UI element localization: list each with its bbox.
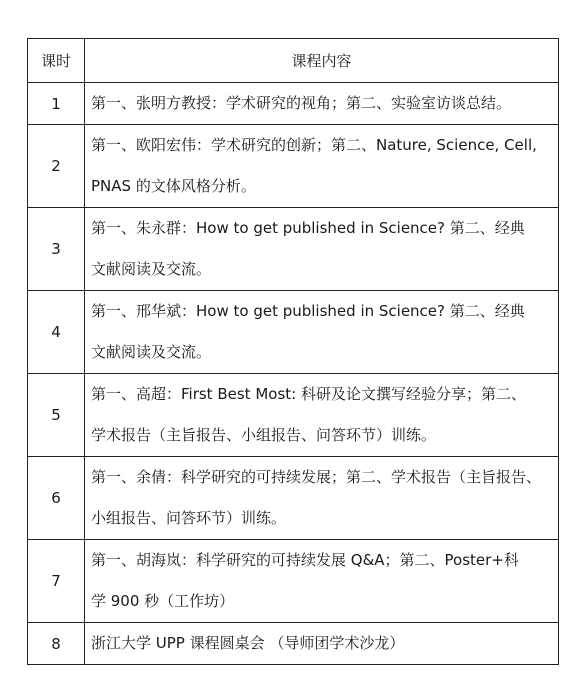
header-course-content: 课程内容	[85, 39, 559, 83]
content-line: 学术报告（主旨报告、小组报告、问答环节）训练。	[91, 426, 437, 444]
content-line: 第一、朱永群：How to get published in Science? 第二、经典	[91, 219, 525, 237]
lesson-number: 2	[28, 125, 85, 208]
content-line: 浙江大学 UPP 课程圆桌会 （导师团学术沙龙）	[91, 634, 405, 652]
lesson-content	[85, 374, 559, 457]
content-line: PNAS 的文体风格分析。	[91, 177, 256, 195]
table-row	[28, 291, 559, 374]
lesson-number: 6	[28, 457, 85, 540]
lesson-number: 3	[28, 208, 85, 291]
header-lesson-number: 课时	[28, 39, 85, 83]
content-line: 第一、欧阳宏伟：学术研究的创新；第二、Nature, Science, Cell,	[91, 136, 537, 154]
course-schedule-table	[27, 38, 559, 665]
table-row	[28, 623, 559, 665]
content-line: 第一、张明方教授：学术研究的视角；第二、实验室访谈总结。	[91, 94, 512, 112]
lesson-content	[85, 291, 559, 374]
lesson-number: 4	[28, 291, 85, 374]
lesson-number: 8	[28, 623, 85, 665]
content-line: 文献阅读及交流。	[91, 343, 212, 361]
table-row	[28, 208, 559, 291]
content-line: 第一、高超：First Best Most: 科研及论文撰写经验分享；第二、	[91, 385, 526, 403]
content-line: 第一、胡海岚：科学研究的可持续发展 Q&A；第二、Poster+科	[91, 551, 519, 569]
table-row	[28, 125, 559, 208]
table-row	[28, 457, 559, 540]
table-row	[28, 540, 559, 623]
lesson-content	[85, 623, 559, 665]
lesson-number: 5	[28, 374, 85, 457]
lesson-content	[85, 125, 559, 208]
content-line: 第一、邢华斌：How to get published in Science? 第二、经典	[91, 302, 525, 320]
lesson-content	[85, 540, 559, 623]
lesson-number: 7	[28, 540, 85, 623]
table-row	[28, 83, 559, 125]
content-line: 文献阅读及交流。	[91, 260, 212, 278]
lesson-content	[85, 83, 559, 125]
lesson-content	[85, 457, 559, 540]
table-row	[28, 374, 559, 457]
content-line: 学 900 秒（工作坊）	[91, 592, 235, 610]
table-header-row	[28, 39, 559, 83]
lesson-number: 1	[28, 83, 85, 125]
lesson-content	[85, 208, 559, 291]
content-line: 第一、余倩：科学研究的可持续发展；第二、学术报告（主旨报告、	[91, 468, 542, 486]
content-line: 小组报告、问答环节）训练。	[91, 509, 287, 527]
